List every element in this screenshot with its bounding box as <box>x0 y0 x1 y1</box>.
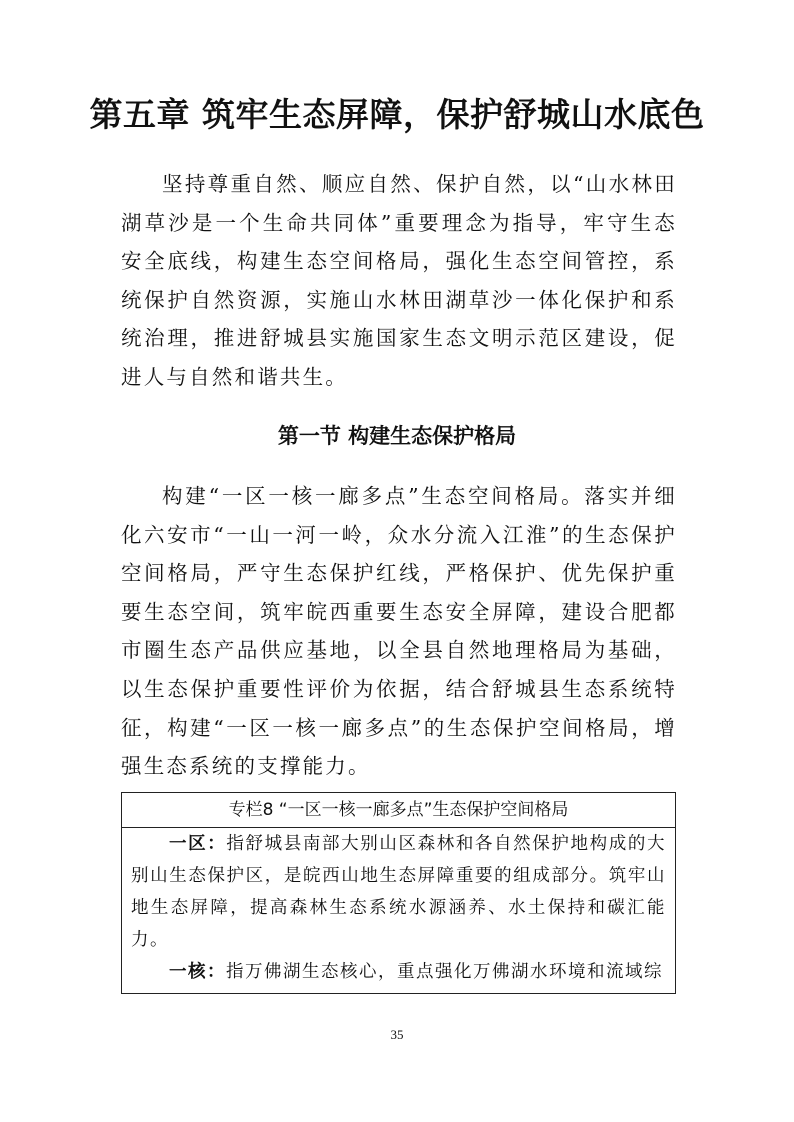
section-title: 第一节 构建生态保护格局 <box>277 424 517 448</box>
chapter-title: 第五章 筑牢生态屏障，保护舒城山水底色 <box>89 95 705 134</box>
item-term: 一核： <box>169 962 226 982</box>
item-text: 指舒城县南部大别山区森林和各自然保护地构成的大别山生态保护区，是皖西山地生态屏障重要的组成部分。筑牢山地生态屏障，提高森林生态系统水源涵养、水土保持和碳汇能力。 <box>131 834 667 950</box>
feature-box-title: 专栏8 “一区一核一廊多点”生态保护空间格局 <box>122 793 675 828</box>
page-number: 35 <box>390 1027 404 1042</box>
chapter-intro-paragraph: 坚持尊重自然、顺应自然、保护自然，以“山水林田湖草沙是一个生命共同体”重要理念为指导，牢守生态安全底线，构建生态空间格局，强化生态空间管控，系统保护自然资源，实施山水林田湖草沙一体化保护和系统治理，推进舒城县实施国家生态文明示范区建设，促进人与自然和谐共生。 <box>121 172 677 389</box>
feature-box-item-zone <box>131 828 666 956</box>
feature-box-item-core <box>131 956 666 988</box>
feature-box <box>121 792 676 994</box>
item-term: 一区： <box>169 834 227 854</box>
section-body-paragraph: 构建“一区一核一廊多点”生态空间格局。落实并细化六安市“一山一河一岭，众水分流入江淮”的生态保护空间格局，严守生态保护红线，严格保护、优先保护重要生态空间，筑牢皖西重要生态安全屏障，建设合肥都市圈生态产品供应基地，以全县自然地理格局为基础，以生态保护重要性评价为依据，结合舒城县生态系统特征，构建“一区一核一廊多点”的生态保护空间格局，增强生态系统的支撑能力。 <box>121 484 677 779</box>
item-text: 指万佛湖生态核心，重点强化万佛湖水环境和流域综 <box>226 962 663 982</box>
